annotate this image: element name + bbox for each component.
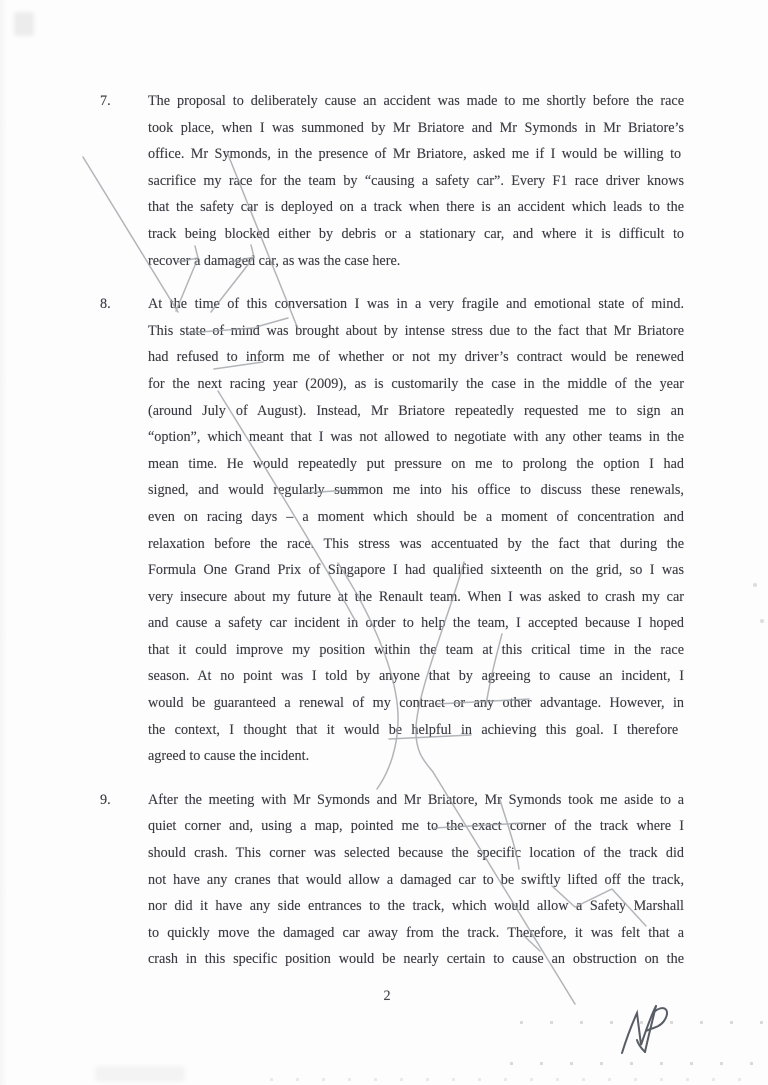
text-line: season. At no point was I told by anyone that by agreeing to cause an incident, I xyxy=(148,668,684,685)
text-line: mean time. He would repeatedly put pressure on me to prolong the option I had xyxy=(148,455,684,472)
text-line: not have any cranes that would allow a damaged car to be swiftly lifted off the track, xyxy=(148,871,684,888)
text-line: to quickly move the damaged car away from the track. Therefore, it was felt that a xyxy=(148,924,684,941)
scan-speck xyxy=(760,619,764,623)
text-line: relaxation before the race. This stress was accentuated by the fact that during the xyxy=(148,535,684,552)
text-line: had refused to inform me of whether or not my driver’s contract would be renewed xyxy=(148,349,684,366)
text-line: quiet corner and, using a map, pointed me to the exact corner of the track where I xyxy=(148,818,684,835)
text-line: should crash. This corner was selected because the specific location of the track did xyxy=(148,845,684,862)
text-line: sacrifice my race for the team by “causing a safety car”. Every F1 race driver knows xyxy=(148,172,684,189)
text-line: that the safety car is deployed on a track when there is an accident which leads to the xyxy=(148,199,684,216)
text-line: nor did it have any side entrances to the track, which would allow a Safety Marshall xyxy=(148,898,684,915)
text-line: for the next racing year (2009), as is customarily the case in the middle of the year xyxy=(148,375,684,392)
paragraph-7 xyxy=(100,88,684,274)
text-line: recover a damaged car, as was the case here. xyxy=(148,252,401,269)
scan-smudge xyxy=(14,12,34,36)
text-line: “option”, which meant that I was not allowed to negotiate with any other teams in the xyxy=(148,429,684,446)
text-line: At the time of this conversation I was in a very fragile and emotional state of mind. xyxy=(148,296,684,313)
initial-p-loop xyxy=(646,1008,667,1031)
page-number: 2 xyxy=(383,988,391,1004)
text-line: signed, and would regularly summon me into his office to discuss these renewals, xyxy=(148,482,684,499)
text-line: the context, I thought that it would be helpful in achieving this goal. I therefore xyxy=(148,721,679,738)
text-line: even on racing days – a moment which should be a moment of concentration and xyxy=(148,508,684,525)
text-line: very insecure about my future at the Renault team. When I was asked to crash my car xyxy=(148,588,684,605)
scan-speckles xyxy=(520,1021,768,1024)
scan-speck xyxy=(753,583,757,587)
text-line: office. Mr Symonds, in the presence of Mr Briatore, asked me if I would be willing to xyxy=(148,146,682,163)
text-line: After the meeting with Mr Symonds and Mr Briatore, Mr Symonds took me aside to a xyxy=(148,791,684,808)
paragraph-number: 7. xyxy=(100,93,111,109)
handwritten-initials xyxy=(622,1006,667,1053)
text-line: This state of mind was brought about by intense stress due to the fact that Mr Briatore xyxy=(148,322,684,339)
paragraph-8 xyxy=(100,291,684,770)
statement-paragraphs xyxy=(100,88,684,990)
text-line: that it could improve my position within the team at this critical time in the race xyxy=(148,641,684,658)
scan-smudge xyxy=(95,1066,185,1082)
scan-edge-shading xyxy=(0,0,7,1085)
paragraph-text xyxy=(148,291,684,770)
text-line: and cause a safety car incident in order to help the team, I accepted because I hoped xyxy=(148,615,684,632)
scan-speckles xyxy=(510,1062,768,1065)
paragraph-text xyxy=(148,787,684,973)
scan-speckles xyxy=(270,1078,760,1081)
paragraph-number: 8. xyxy=(100,296,111,313)
text-line: track being blocked either by debris or a stationary car, and where it is difficult to xyxy=(148,225,684,242)
text-line: would be guaranteed a renewal of my contract or any other advantage. However, in xyxy=(148,695,684,712)
paragraph-number: 9. xyxy=(100,791,111,808)
initial-p-hook xyxy=(637,1040,645,1052)
paragraph-text xyxy=(148,88,684,274)
text-line: The proposal to deliberately cause an accident was made to me shortly before the race xyxy=(148,93,684,109)
text-line: took place, when I was summoned by Mr Briatore and Mr Symonds in Mr Briatore’s xyxy=(148,119,684,136)
text-line: agreed to cause the incident. xyxy=(148,748,310,765)
paragraph-9 xyxy=(100,787,684,973)
initial-n xyxy=(622,1006,656,1053)
initial-p-stem xyxy=(645,1006,656,1052)
text-line: Formula One Grand Prix of Singapore I had qualified sixteenth on the grid, so I was xyxy=(148,562,684,579)
text-line: (around July of August). Instead, Mr Briatore repeatedly requested me to sign an xyxy=(148,402,684,419)
text-line: crash in this specific position would be nearly certain to cause an obstruction on the xyxy=(148,951,684,968)
